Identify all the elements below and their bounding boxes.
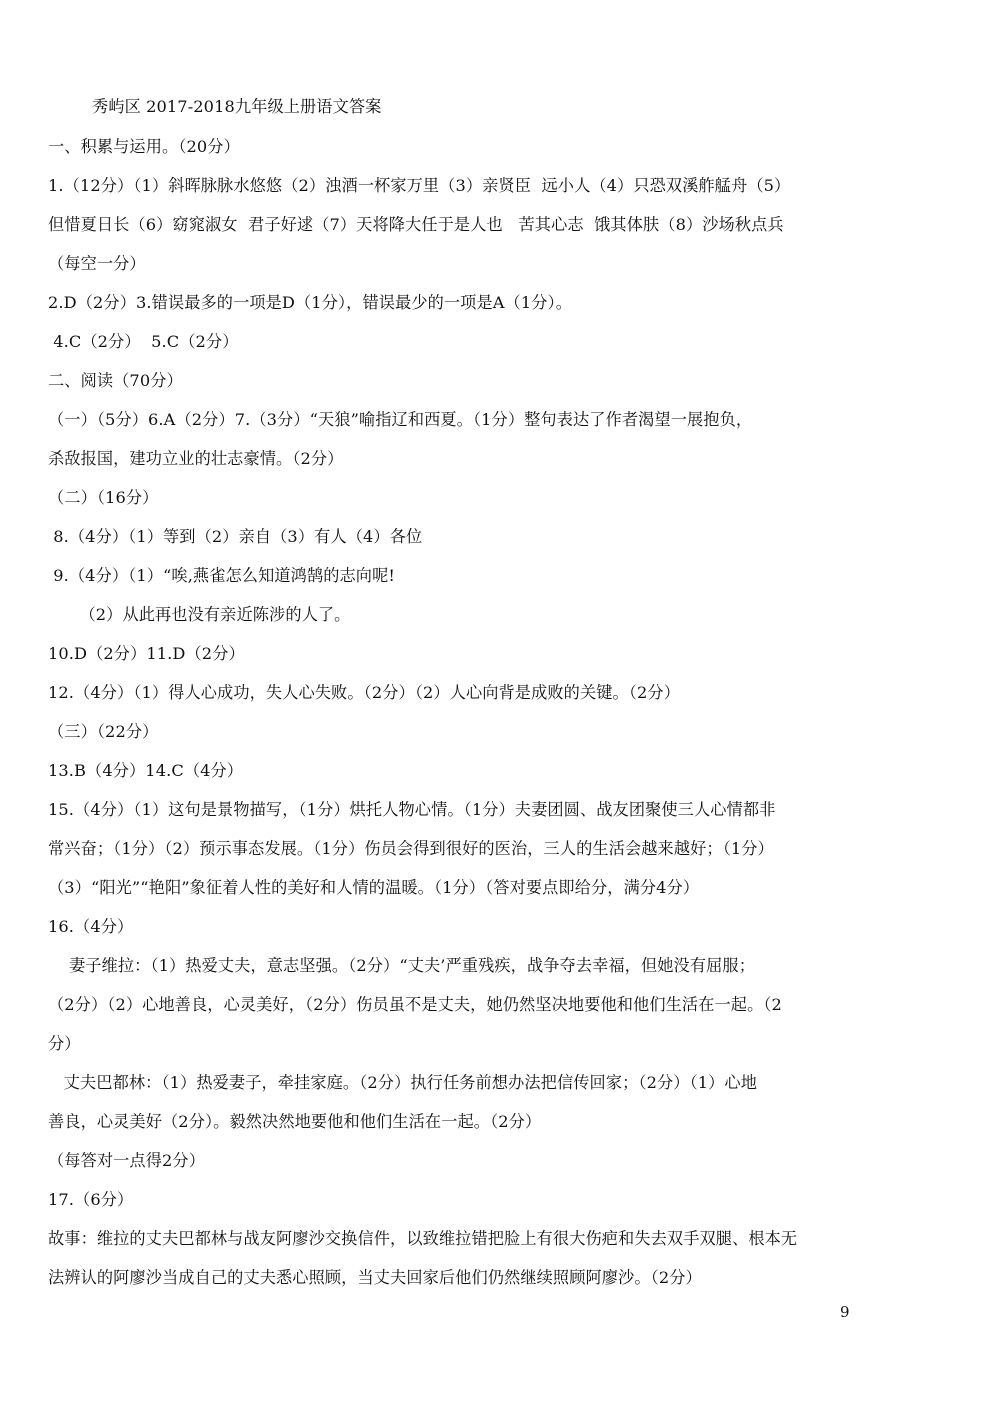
text-line: 8.（4分）（1）等到（2）亲自（3）有人（4）各位 xyxy=(48,527,423,546)
text-line: 善良，心灵美好（2分）。毅然决然地要他和他们生活在一起。（2分） xyxy=(48,1112,542,1131)
text-line: （2分）（2）心地善良，心灵美好，（2分）伤员虽不是丈夫，她仍然坚决地要他和他们生活在一起。（2 xyxy=(48,995,782,1014)
text-line: 杀敌报国，建功立业的壮志豪情。（2分） xyxy=(48,449,344,468)
text-line: 2.D（2分）3.错误最多的一项是D（1分），错误最少的一项是A（1分）。 xyxy=(48,293,572,312)
text-line: 1.（12分）（1）斜晖脉脉水悠悠（2）浊酒一杯家万里（3）亲贤臣 远小人（4）只恐双溪舴艋舟（5） xyxy=(48,176,791,195)
text-line: （一）（5分）6.A（2分）7.（3分）“天狼”喻指辽和西夏。（1分）整句表达了作者渴望一展抱负， xyxy=(48,410,753,429)
text-line: 丈夫巴都林：（1）热爱妻子，牵挂家庭。（2分）执行任务前想办法把信传回家；（2分）（1）心地 xyxy=(48,1073,758,1092)
text-line: 13.B（4分）14.C（4分） xyxy=(48,761,244,780)
text-line: 但惜夏日长（6）窈窕淑女 君子好逑（7）天将降大任于是人也 苦其心志 饿其体肤（8）沙场秋点兵 xyxy=(48,215,784,234)
text-line: 15.（4分）（1）这句是景物描写，（1分）烘托人物心情。（1分）夫妻团圆、战友团聚使三人心情都非 xyxy=(48,800,776,819)
text-line: （每空一分） xyxy=(48,254,146,273)
text-line: 16.（4分） xyxy=(48,917,134,936)
text-line: 妻子维拉：（1）热爱丈夫，意志坚强。（2分）“丈夫’严重残疾，战争夺去幸福，但她没有屈服； xyxy=(48,956,755,975)
text-line: （二）（16分） xyxy=(48,488,159,507)
text-line: 分） xyxy=(48,1034,81,1053)
text-line: 10.D（2分）11.D（2分） xyxy=(48,644,245,663)
text-line: 一、积累与运用。（20分） xyxy=(48,137,240,156)
text-line: （三）（22分） xyxy=(48,722,159,741)
text-line: （每答对一点得2分） xyxy=(48,1151,205,1170)
text-line: 9.（4分）（1）“唉,燕雀怎么知道鸿鹄的志向呢! xyxy=(48,566,395,585)
text-line: （3）“阳光”“艳阳”象征着人性的美好和人情的温暖。（1分）（答对要点即给分，满分4分） xyxy=(48,878,700,897)
text-line: 12.（4分）（1）得人心成功，失人心失败。（2分）（2）人心向背是成败的关键。（2分） xyxy=(48,683,680,702)
text-line: （2）从此再也没有亲近陈涉的人了。 xyxy=(48,605,351,624)
text-line: 4.C（2分） 5.C（2分） xyxy=(48,332,239,351)
text-line: 常兴奋；（1分）（2）预示事态发展。（1分）伤员会得到很好的医治，三人的生活会越来越好；（1分） xyxy=(48,839,774,858)
text-line: 法辨认的阿廖沙当成自己的丈夫悉心照顾，当丈夫回家后他们仍然继续照顾阿廖沙。（2分） xyxy=(48,1268,702,1287)
page-number: 9 xyxy=(840,1303,850,1321)
text-line: 故事：维拉的丈夫巴都林与战友阿廖沙交换信件，以致维拉错把脸上有很大伤疤和失去双手双腿、根本无 xyxy=(48,1229,798,1248)
document-title: 秀屿区 2017-2018九年级上册语文答案 xyxy=(92,97,382,116)
text-line: 二、阅读（70分） xyxy=(48,371,183,390)
text-line: 17.（6分） xyxy=(48,1190,134,1209)
